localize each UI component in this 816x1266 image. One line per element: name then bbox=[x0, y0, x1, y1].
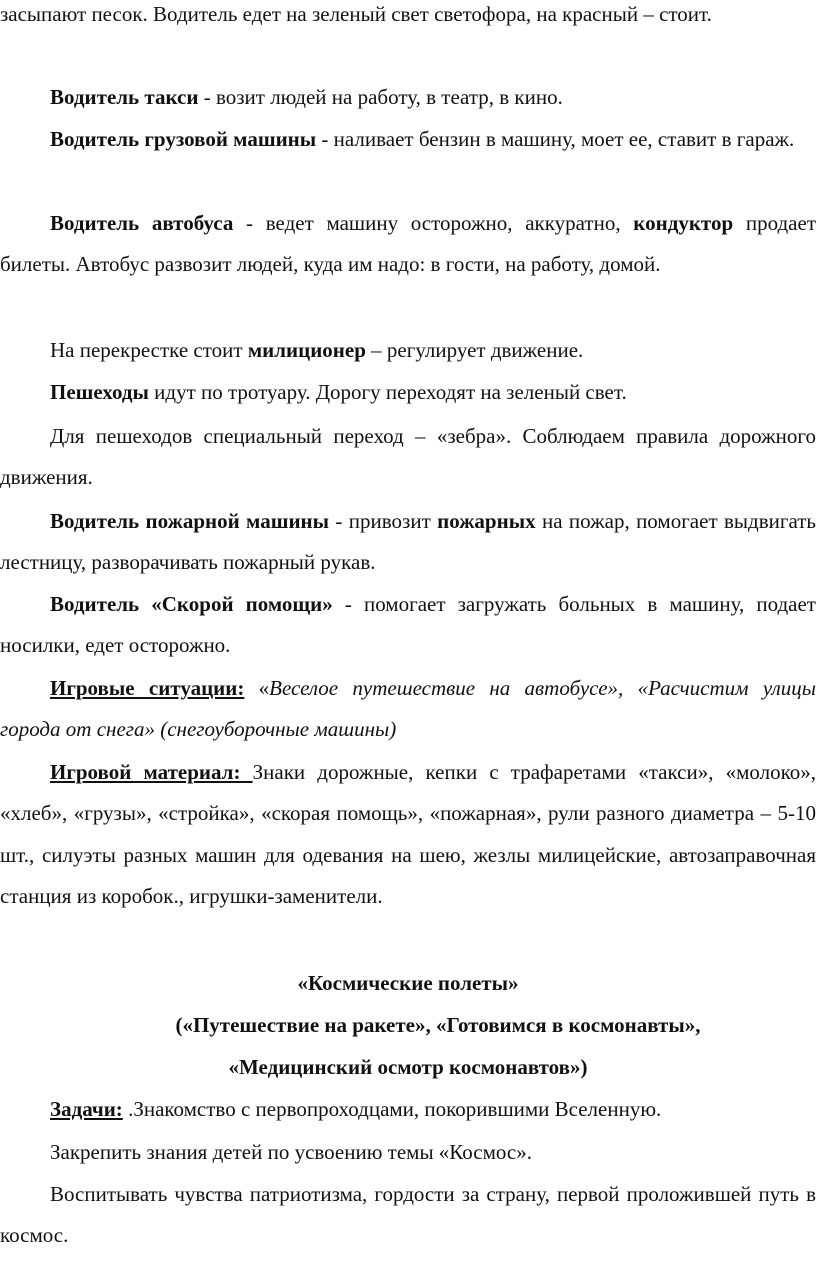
paragraph-tasks-2 bbox=[0, 1132, 816, 1173]
tasks-text-3: Воспитывать чувства патриотизма, гордости за страну, первой проложившей путь в космос. bbox=[0, 1182, 816, 1248]
term-ambulance-driver: Водитель «Скорой помощи» bbox=[50, 592, 333, 616]
term-pedestrians: Пешеходы bbox=[50, 380, 149, 404]
paragraph-game-situations bbox=[0, 668, 816, 751]
section-subtitle-1-text: («Путешествие на ракете», «Готовимся в космонавты», bbox=[175, 1013, 701, 1037]
paragraph-sand bbox=[0, 0, 816, 35]
paragraph-taxi-driver bbox=[0, 77, 816, 118]
game-material-label: Игровой материал: bbox=[50, 760, 253, 784]
paragraph-tasks-3 bbox=[0, 1174, 816, 1257]
paragraph-sand-text: засыпают песок. Водитель едет на зеленый свет светофора, на красный – стоит. bbox=[0, 2, 712, 26]
game-situations-label: Игровые ситуации: bbox=[50, 676, 245, 700]
bus-driver-description: - ведет машину осторожно, аккуратно, bbox=[233, 211, 634, 235]
zebra-text: Для пешеходов специальный переход – «зебра». Соблюдаем правила дорожного движения. bbox=[0, 424, 816, 490]
section-subtitle-line-1 bbox=[30, 1005, 816, 1046]
pedestrians-description: идут по тротуару. Дорогу переходят на зеленый свет. bbox=[148, 380, 627, 404]
conductor-description: продает билеты. Автобус развозит людей, куда им надо: в гости, на работу, домой. bbox=[0, 211, 816, 277]
fire-truck-driver-description: - привозит bbox=[329, 509, 438, 533]
paragraph-zebra bbox=[0, 416, 816, 499]
policeman-description: – регулирует движение. bbox=[365, 338, 584, 362]
paragraph-ambulance-driver bbox=[0, 584, 816, 667]
paragraph-bus-driver bbox=[0, 203, 816, 286]
term-policeman: милиционер bbox=[247, 338, 366, 362]
paragraph-fire-truck-driver bbox=[0, 501, 816, 584]
section-subtitle-2-text: «Медицинский осмотр космонавтов») bbox=[228, 1055, 588, 1079]
paragraph-policeman bbox=[0, 330, 816, 371]
truck-driver-description: - наливает бензин в машину, моет ее, ставит в гараж. bbox=[316, 127, 795, 151]
section-subtitle-line-2 bbox=[0, 1047, 816, 1088]
term-taxi-driver: Водитель такси bbox=[50, 85, 199, 109]
taxi-driver-description: - возит людей на работу, в театр, в кино. bbox=[198, 85, 563, 109]
game-situations-text: Веселое путешествие на автобусе», «Расчистим улицы города от снега» (снегоуборочные машины) bbox=[0, 676, 816, 742]
game-material-text: Знаки дорожные, кепки с трафаретами «такси», «молоко», «хлеб», «грузы», «стройка», «скорая помощь», «пожарная», рули разного диаметра – 5-10 шт., силуэты разных машин для одевания на шею, жезлы милицейские, автозаправочная станция из коробок., игрушки-заменители. bbox=[0, 760, 816, 909]
paragraph-pedestrians bbox=[0, 372, 816, 413]
game-situations-quote: « bbox=[244, 676, 270, 700]
tasks-label: Задачи: bbox=[50, 1097, 123, 1121]
paragraph-truck-driver bbox=[0, 119, 816, 160]
paragraph-tasks bbox=[0, 1089, 816, 1130]
term-firefighters: пожарных bbox=[437, 509, 536, 533]
firefighters-description: на пожар, помогает выдвигать лестницу, разворачивать пожарный рукав. bbox=[0, 509, 816, 575]
ambulance-driver-description: - помогает загружать больных в машину, подает носилки, едет осторожно. bbox=[0, 592, 816, 658]
section-title-text: «Космические полеты» bbox=[297, 971, 519, 995]
term-truck-driver: Водитель грузовой машины bbox=[50, 127, 317, 151]
tasks-text-1: .Знакомство с первопроходцами, покорившими Вселенную. bbox=[122, 1097, 662, 1121]
policeman-intro: На перекрестке стоит bbox=[50, 338, 248, 362]
tasks-text-2: Закрепить знания детей по усвоению темы «Космос». bbox=[50, 1140, 532, 1164]
term-conductor: кондуктор bbox=[633, 211, 734, 235]
term-fire-truck-driver: Водитель пожарной машины bbox=[50, 509, 330, 533]
section-title bbox=[0, 963, 816, 1004]
paragraph-game-material bbox=[0, 752, 816, 918]
term-bus-driver: Водитель автобуса bbox=[50, 211, 234, 235]
